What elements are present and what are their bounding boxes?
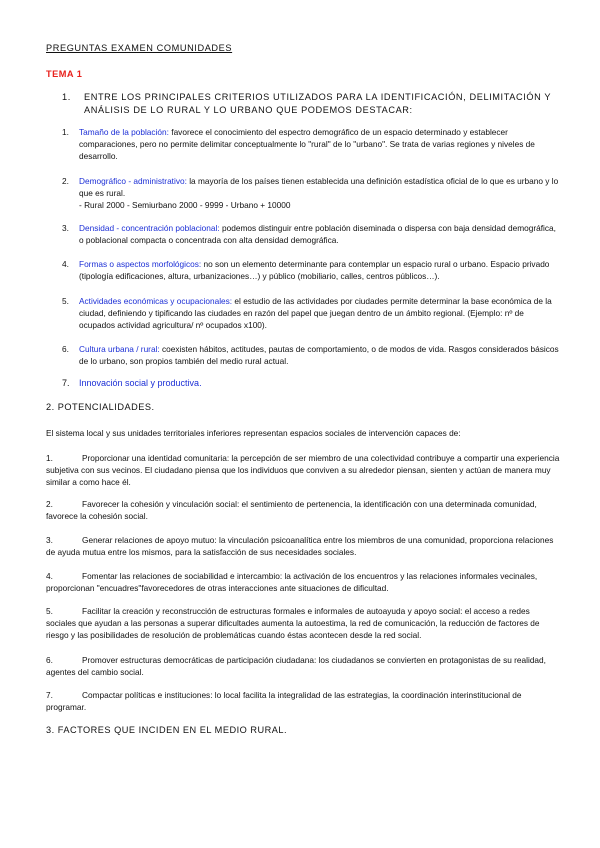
item-number: 5.: [46, 606, 53, 616]
criterion-number: 5.: [62, 296, 69, 306]
item-number: 1.: [46, 453, 53, 463]
criterion-number: 4.: [62, 259, 69, 269]
section-2-intro: El sistema local y sus unidades territoriales inferiores representan espacios sociales de intervención capaces de:: [46, 428, 461, 438]
potencialidad-item: [46, 534, 562, 558]
criterion-1: [62, 126, 562, 163]
question-1-text: ENTRE LOS PRINCIPALES CRITERIOS UTILIZADOS PARA LA IDENTIFICACIÓN, DELIMITACIÓN Y ANÁLISIS DE LO RURAL Y LO URBANO QUE PODEMOS DESTACAR:: [84, 92, 551, 115]
potencialidad-item: [46, 605, 562, 641]
potencialidad-item: [46, 654, 562, 678]
criterion-text: coexisten hábitos, actitudes, pautas de comportamiento, o de modos de vida. Rasgos considerados básicos de lo urbano, son propios también del medio rural actual.: [79, 344, 559, 367]
item-number: 4.: [46, 571, 53, 581]
criterion-text: no son un elemento determinante para contemplar un espacio rural o urbano. Espacio privado (tipología edificaciones, altura, urbanizaciones…) y público (mobiliario, calles, centros públicos…).: [79, 259, 550, 282]
criterion-7: [62, 377, 562, 389]
criterion-title: Actividades económicas y ocupacionales:: [79, 296, 233, 306]
criterion-number: 7.: [62, 378, 70, 388]
criterion-extra: - Rural 2000 - Semiurbano 2000 - 9999 - Urbano + 10000: [79, 200, 291, 211]
item-text: Facilitar la creación y reconstrucción de estructuras formales e informales de autoayuda y apoyo social: el acceso a redes sociales que ayudan a las personas a superar dificultades aumenta la autoestima, la red de comunicación, la reducción de factores de riesgo y las posibilidades de resolución de problemáticas cuando éstas acontecen desde la red social.: [46, 606, 540, 641]
criterion-number: 2.: [62, 176, 69, 186]
criterion-4: [62, 258, 562, 282]
section-3-heading: 3. FACTORES QUE INCIDEN EN EL MEDIO RURAL.: [46, 725, 288, 735]
criterion-text: la mayoría de los países tienen establecida una definición estadística oficial de lo que es urbano y lo que es rural.: [79, 176, 559, 199]
criterion-number: 1.: [62, 127, 69, 137]
item-text: Fomentar las relaciones de sociabilidad e intercambio: la activación de los encuentros y las relaciones informales vecinales, proporcionan "encuadres"favorecedores de otras interacciones ante situaciones de dificultad.: [46, 571, 538, 594]
item-number: 7.: [46, 690, 53, 700]
item-text: Promover estructuras democráticas de participación ciudadana: los ciudadanos se convierten en protagonistas de su realidad, agentes del cambio social.: [46, 655, 546, 678]
criterion-number: 6.: [62, 344, 69, 354]
criterion-3: [62, 222, 562, 246]
criterion-title: Innovación social y productiva.: [79, 378, 202, 388]
criterion-title: Demográfico - administrativo:: [79, 176, 187, 186]
item-text: Proporcionar una identidad comunitaria: la percepción de ser miembro de una colectividad contribuye a compartir una experiencia subjetiva con sus vecinos. El ciudadano piensa que los individuos que conviven a su alrededor piensan, sienten y actúan de manera muy similar a como hace él.: [46, 453, 560, 488]
criterion-6: [62, 343, 562, 367]
criterion-text: el estudio de las actividades por ciudades permite determinar la base económica de la ciudad, definiendo y tipificando las ciudades en razón del papel que juegan dentro de un ámbito regional. (Ejemplo: nº de ocupados actividad agricultura/ nº ocupados x100).: [79, 296, 552, 331]
criterion-title: Cultura urbana / rural:: [79, 344, 160, 354]
potencialidad-item: [46, 452, 562, 488]
potencialidad-item: [46, 570, 562, 594]
criterion-title: Densidad - concentración poblacional:: [79, 223, 220, 233]
criterion-title: Tamaño de la población:: [79, 127, 169, 137]
criterion-text: favorece el conocimiento del espectro demográfico de un espacio determinado y establecer comparaciones, pero no permite delimitar conceptualmente lo "rural" de lo "urbano". Se trata de varias regiones y niveles de desarrollo.: [79, 127, 535, 162]
potencialidad-item: [46, 498, 562, 522]
item-text: Compactar políticas e instituciones: lo local facilita la integralidad de las estrategias, la coordinación interinstitucional de programar.: [46, 690, 522, 713]
section-2-heading: 2. POTENCIALIDADES.: [46, 402, 155, 412]
question-1: [62, 91, 562, 116]
item-text: Generar relaciones de apoyo mutuo: la vinculación psicoanalítica entre los miembros de una comunidad, proporciona relaciones de ayuda mutua entre los mismos, para la satisfacción de sus necesidades sociales.: [46, 535, 554, 558]
tema-heading: TEMA 1: [46, 69, 83, 79]
question-1-number: 1.: [62, 92, 71, 102]
criterion-number: 3.: [62, 223, 69, 233]
item-number: 3.: [46, 535, 53, 545]
criterion-2: [62, 175, 562, 212]
item-number: 2.: [46, 499, 53, 509]
item-number: 6.: [46, 655, 53, 665]
criterion-title: Formas o aspectos morfológicos:: [79, 259, 202, 269]
criterion-5: [62, 295, 562, 332]
criterion-text: podemos distinguir entre población diseminada o dispersa con baja densidad demográfica, o poblacional compacta o concentrada con alta densidad demográfica.: [79, 223, 556, 246]
document-title: PREGUNTAS EXAMEN COMUNIDADES: [46, 43, 233, 53]
item-text: Favorecer la cohesión y vinculación social: el sentimiento de pertenencia, la identificación con una determinada comunidad, favorece la cohesión social.: [46, 499, 537, 522]
potencialidad-item: [46, 689, 562, 713]
